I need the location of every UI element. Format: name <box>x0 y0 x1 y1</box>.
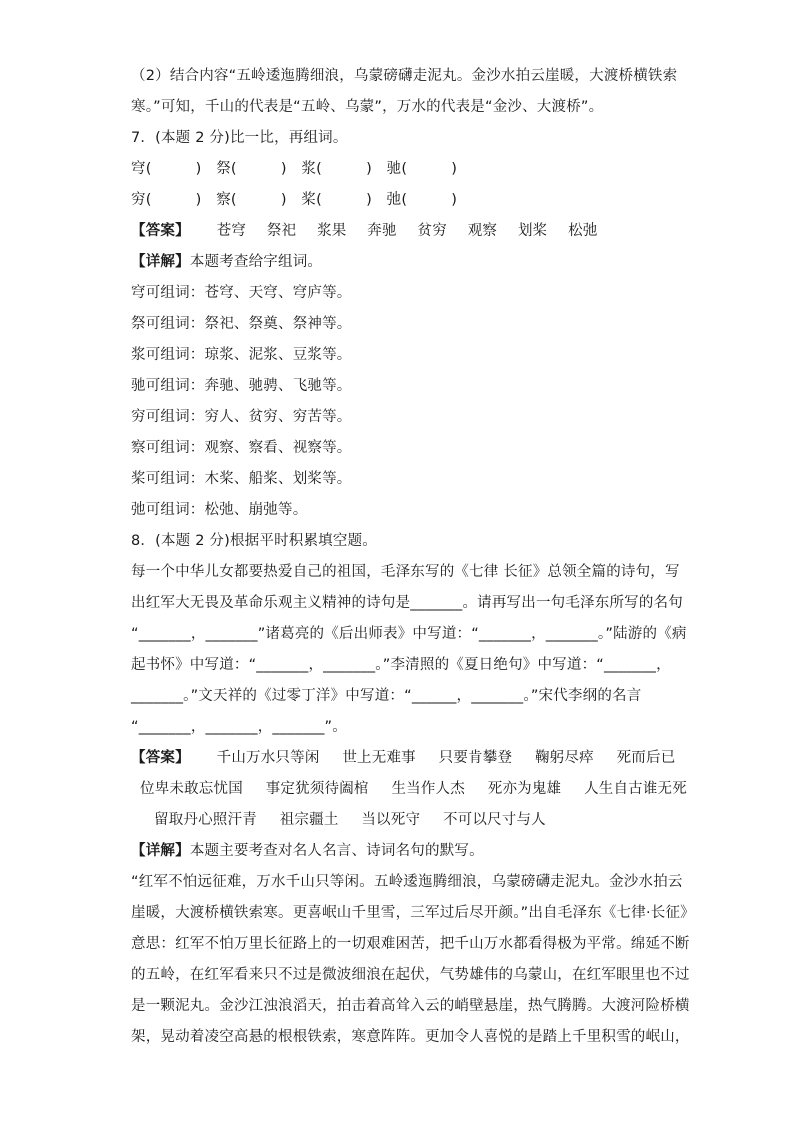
answer-line-8-cont <box>140 779 687 799</box>
answer-item: 位卑未敢忘忧国 <box>140 781 243 797</box>
answer-item: 松弛 <box>568 223 598 239</box>
text-line: 穷可组词：穷人、贫穷、穷苦等。 <box>131 409 352 425</box>
question-8-title: 8．(本题 2 分)根据平时积累填空题。 <box>131 533 377 549</box>
detail-text: 本题考查给字组词。 <box>189 254 323 270</box>
answer-item: 当以死守 <box>361 812 421 828</box>
answer-item: 奔驰 <box>367 223 397 239</box>
answer-item: 生当作人杰 <box>391 781 465 797</box>
text-line: 寒。”可知，千山的代表是“五岭、乌蒙”，万水的代表是“金沙、大渡桥”。 <box>131 99 604 115</box>
answer-item: 观察 <box>467 223 498 239</box>
detail-line-7 <box>131 252 322 272</box>
question-7-title: 7．(本题 2 分)比一比，再组词。 <box>131 130 348 146</box>
answer-item: 苍穹 <box>216 223 247 239</box>
answer-item: 事定犹须待阖棺 <box>265 781 369 797</box>
answer-line-8-cont <box>154 810 546 830</box>
detail-label: 【详解】 <box>131 254 190 270</box>
answer-item: 只要肯攀登 <box>438 750 513 766</box>
text-line: 每一个中华儿女都要热爱自己的祖国，毛泽东写的《七律 长征》总领全篇的诗句，写 <box>131 564 680 580</box>
text-line: 是一颗泥丸。金沙江浊浪滔天，拍击着高耸入云的峭壁悬崖，热气腾腾。大渡河险桥横 <box>131 998 690 1014</box>
text-line: 出红军大无畏及革命乐观主义精神的诗句是_______。请再写出一句毛泽东所写的名句 <box>131 595 683 611</box>
answer-item: 贫穷 <box>417 223 447 239</box>
compare-row-1: 穹( ) 祭( ) 浆( ) 驰( ) <box>131 161 458 177</box>
answer-item: 祖宗疆土 <box>279 812 339 828</box>
answer-item: 世上无难事 <box>342 750 416 766</box>
answer-label: 【答案】 <box>131 750 190 766</box>
text-line: “红军不怕远征难，万水千山只等闲。五岭逶迤腾细浪，乌蒙磅礴走泥丸。金沙水拍云 <box>131 874 683 890</box>
text-line: 的五岭，在红军看来只不过是微波细浪在起伏，气势雄伟的乌蒙山，在红军眼里也不过 <box>131 967 690 983</box>
answer-item: 浆果 <box>317 223 347 239</box>
answer-item: 划桨 <box>517 223 548 239</box>
answer-item: 不可以尺寸与人 <box>442 812 546 828</box>
detail-line-8 <box>131 841 484 861</box>
answer-item: 鞠躬尽瘁 <box>534 750 594 766</box>
answer-item: 祭祀 <box>266 223 297 239</box>
text-line: 桨可组词：木桨、船桨、划桨等。 <box>131 471 352 487</box>
answer-item: 人生自古谁无死 <box>584 781 687 797</box>
answer-line-8 <box>131 748 675 768</box>
text-line: 意思：红军不怕万里长征路上的一切艰难困苦，把千山万水都看得极为平常。绵延不断 <box>131 936 690 952</box>
text-line: 祭可组词：祭祀、祭奠、祭神等。 <box>131 316 352 332</box>
text-line: 崖暖，大渡桥横铁索寒。更喜岷山千里雪，三军过后尽开颜。”出自毛泽东《七律·长征》 <box>131 905 695 921</box>
text-line: 架，晃动着凌空高悬的根根铁索，寒意阵阵。更加令人喜悦的是踏上千里积雪的岷山， <box>131 1029 690 1045</box>
text-line: 穹可组词：苍穹、天穹、穹庐等。 <box>131 285 352 301</box>
answer-label: 【答案】 <box>131 223 190 239</box>
text-line: 浆可组词：琼浆、泥浆、豆浆等。 <box>131 347 352 363</box>
answer-item: 死而后已 <box>616 750 676 766</box>
text-line: “_______，_______”诸葛亮的《后出师表》中写道：“_______，_______。”陆游的《病 <box>131 626 687 642</box>
text-line: （2）结合内容“五岭逶迤腾细浪，乌蒙磅礴走泥丸。金沙水拍云崖暖，大渡桥横铁索 <box>131 68 678 84</box>
text-line: “_______，_______，_______”。 <box>131 719 347 735</box>
answer-item: 留取丹心照汗青 <box>154 812 257 828</box>
text-line: 驰可组词：奔驰、驰骋、飞驰等。 <box>131 378 352 394</box>
detail-text: 本题主要考查对名人名言、诗词名句的默写。 <box>189 843 484 859</box>
compare-row-2: 穷( ) 察( ) 桨( ) 弛( ) <box>131 192 458 208</box>
answer-line-7 <box>131 221 598 241</box>
text-line: 弛可组词：松弛、崩弛等。 <box>131 502 308 518</box>
detail-label: 【详解】 <box>131 843 190 859</box>
text-line: _______。”文天祥的《过零丁洋》中写道：“______，_______。”宋代李纲的名言 <box>131 688 642 704</box>
text-line: 起书怀》中写道：“_______，_______。”李清照的《夏日绝句》中写道：“_______， <box>131 657 671 673</box>
answer-item: 千山万水只等闲 <box>216 750 320 766</box>
text-line: 察可组词：观察、察看、视察等。 <box>131 440 352 456</box>
answer-item: 死亦为鬼雄 <box>487 781 562 797</box>
